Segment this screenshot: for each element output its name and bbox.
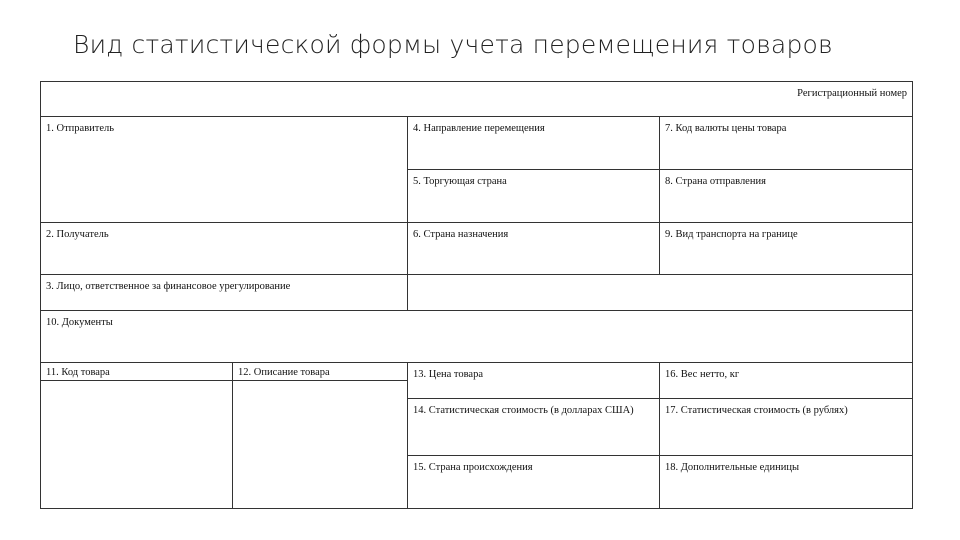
- statistical-value-usd-field[interactable]: [407, 398, 660, 456]
- additional-units-field[interactable]: [659, 455, 913, 509]
- registration-number-label: Регистрационный номер: [797, 88, 907, 99]
- sender-label: 1. Отправитель: [46, 123, 115, 134]
- departure-country-field[interactable]: [659, 169, 913, 223]
- goods-code-field[interactable]: [40, 380, 233, 509]
- statistical-value-rub-field[interactable]: [659, 398, 913, 456]
- goods-price-label: 13. Цена товара: [413, 369, 483, 380]
- currency-code-field[interactable]: [659, 116, 913, 170]
- trading-country-label: 5. Торгующая страна: [413, 176, 507, 187]
- net-weight-label: 16. Вес нетто, кг: [665, 369, 740, 380]
- registration-number-field[interactable]: [40, 81, 913, 117]
- goods-price-field[interactable]: [407, 362, 660, 399]
- goods-description-field[interactable]: [232, 380, 408, 509]
- destination-country-field[interactable]: [407, 222, 660, 275]
- departure-country-label: 8. Страна отправления: [665, 176, 766, 187]
- origin-country-label: 15. Страна происхождения: [413, 462, 533, 473]
- documents-field[interactable]: [40, 310, 913, 363]
- movement-direction-label: 4. Направление перемещения: [413, 123, 545, 134]
- goods-description-label: 12. Описание товара: [238, 367, 330, 378]
- financial-responsible-field[interactable]: [40, 274, 408, 311]
- transport-mode-field[interactable]: [659, 222, 913, 275]
- financial-responsible-label: 3. Лицо, ответственное за финансовое урегулирование: [46, 281, 291, 292]
- currency-code-label: 7. Код валюты цены товара: [665, 123, 787, 134]
- trading-country-field[interactable]: [407, 169, 660, 223]
- movement-direction-field[interactable]: [407, 116, 660, 170]
- goods-code-header: [40, 362, 233, 381]
- documents-label: 10. Документы: [46, 317, 113, 328]
- financial-responsible-value[interactable]: [407, 274, 913, 311]
- transport-mode-label: 9. Вид транспорта на границе: [665, 229, 798, 240]
- additional-units-label: 18. Дополнительные единицы: [665, 462, 800, 473]
- statistical-value-usd-label: 14. Статистическая стоимость (в долларах США): [413, 405, 634, 416]
- goods-code-label: 11. Код товара: [46, 367, 110, 378]
- origin-country-field[interactable]: [407, 455, 660, 509]
- page-title: Вид статистической формы учета перемещения товаров: [73, 30, 833, 59]
- destination-country-label: 6. Страна назначения: [413, 229, 509, 240]
- recipient-label: 2. Получатель: [46, 229, 109, 240]
- net-weight-field[interactable]: [659, 362, 913, 399]
- statistical-value-rub-label: 17. Статистическая стоимость (в рублях): [665, 405, 848, 416]
- recipient-field[interactable]: [40, 222, 408, 275]
- sender-field[interactable]: [40, 116, 408, 223]
- goods-description-header: [232, 362, 408, 381]
